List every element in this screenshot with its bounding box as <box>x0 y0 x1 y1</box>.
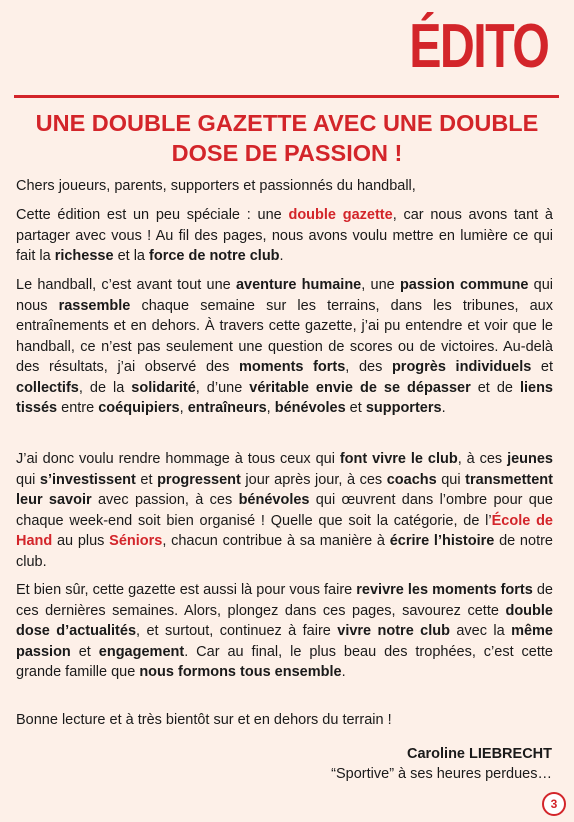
signature-name: Caroline LIEBRECHT <box>406 746 552 762</box>
paragraph-conclusion: Et bien sûr, cette gazette est aussi là pour vous faire revivre les moments forts de ces dernières semaines. Alors, plongez dans ces pages, savourez cette double dose d’actualités, et surtout, continuez à faire vivre notre club avec la même passion et engagement. Car au final, le plus beau des trophées, c’est cette grande famille que nous formons tous ensemble. <box>16 582 553 680</box>
paragraph-handball: Le handball, c’est avant tout une aventure humaine, une passion commune qui nous rassemble chaque semaine sur les terrains, dans les tribunes, aux entraînements et en dehors. À travers cette gazette, j’ai pu entendre et voir que le handball, ce n’est pas seulement une question de scores ou de victoires. Au-delà des résultats, j’ai observé des moments forts, des progrès individuels et collectifs, de la solidarité, d’une véritable envie de se dépasser et de liens tissés entre coéquipiers, entraîneurs, bénévoles et supporters. <box>16 277 554 416</box>
closing-line: Bonne lecture et à très bientôt sur et en dehors du terrain ! <box>16 712 392 728</box>
headline-line-1: UNE DOUBLE GAZETTE AVEC UNE DOUBLE <box>35 110 539 136</box>
greeting: Chers joueurs, parents, supporters et passionnés du handball, <box>16 178 416 194</box>
edito-section-title: ÉDITO <box>408 12 548 81</box>
page-number-badge <box>542 792 566 816</box>
page-number: 3 <box>550 797 558 811</box>
headline-line-2: DOSE DE PASSION ! <box>171 140 403 166</box>
title-divider <box>14 95 559 98</box>
paragraph-intro: Cette édition est un peu spéciale : une double gazette, car nous avons tant à partager avec vous ! Au fil des pages, nous avons voulu mettre en lumière ce qui fait la richesse et la force de notre club. <box>16 207 554 264</box>
signature-role: “Sportive” à ses heures perdues… <box>331 766 552 782</box>
headline <box>10 108 564 168</box>
paragraph-tribute: J’ai donc voulu rendre hommage à tous ceux qui font vivre le club, à ces jeunes qui s’investissent et progressent jour après jour, à ces coachs qui transmettent leur savoir avec passion, à ces bénévoles qui œuvrent dans l’ombre pour que chaque week-end soit bien organisé ! Quelle que soit la catégorie, de l’École de Hand au plus Séniors, chacun contribue à sa manière à écrire l’histoire de notre club. <box>16 451 553 570</box>
